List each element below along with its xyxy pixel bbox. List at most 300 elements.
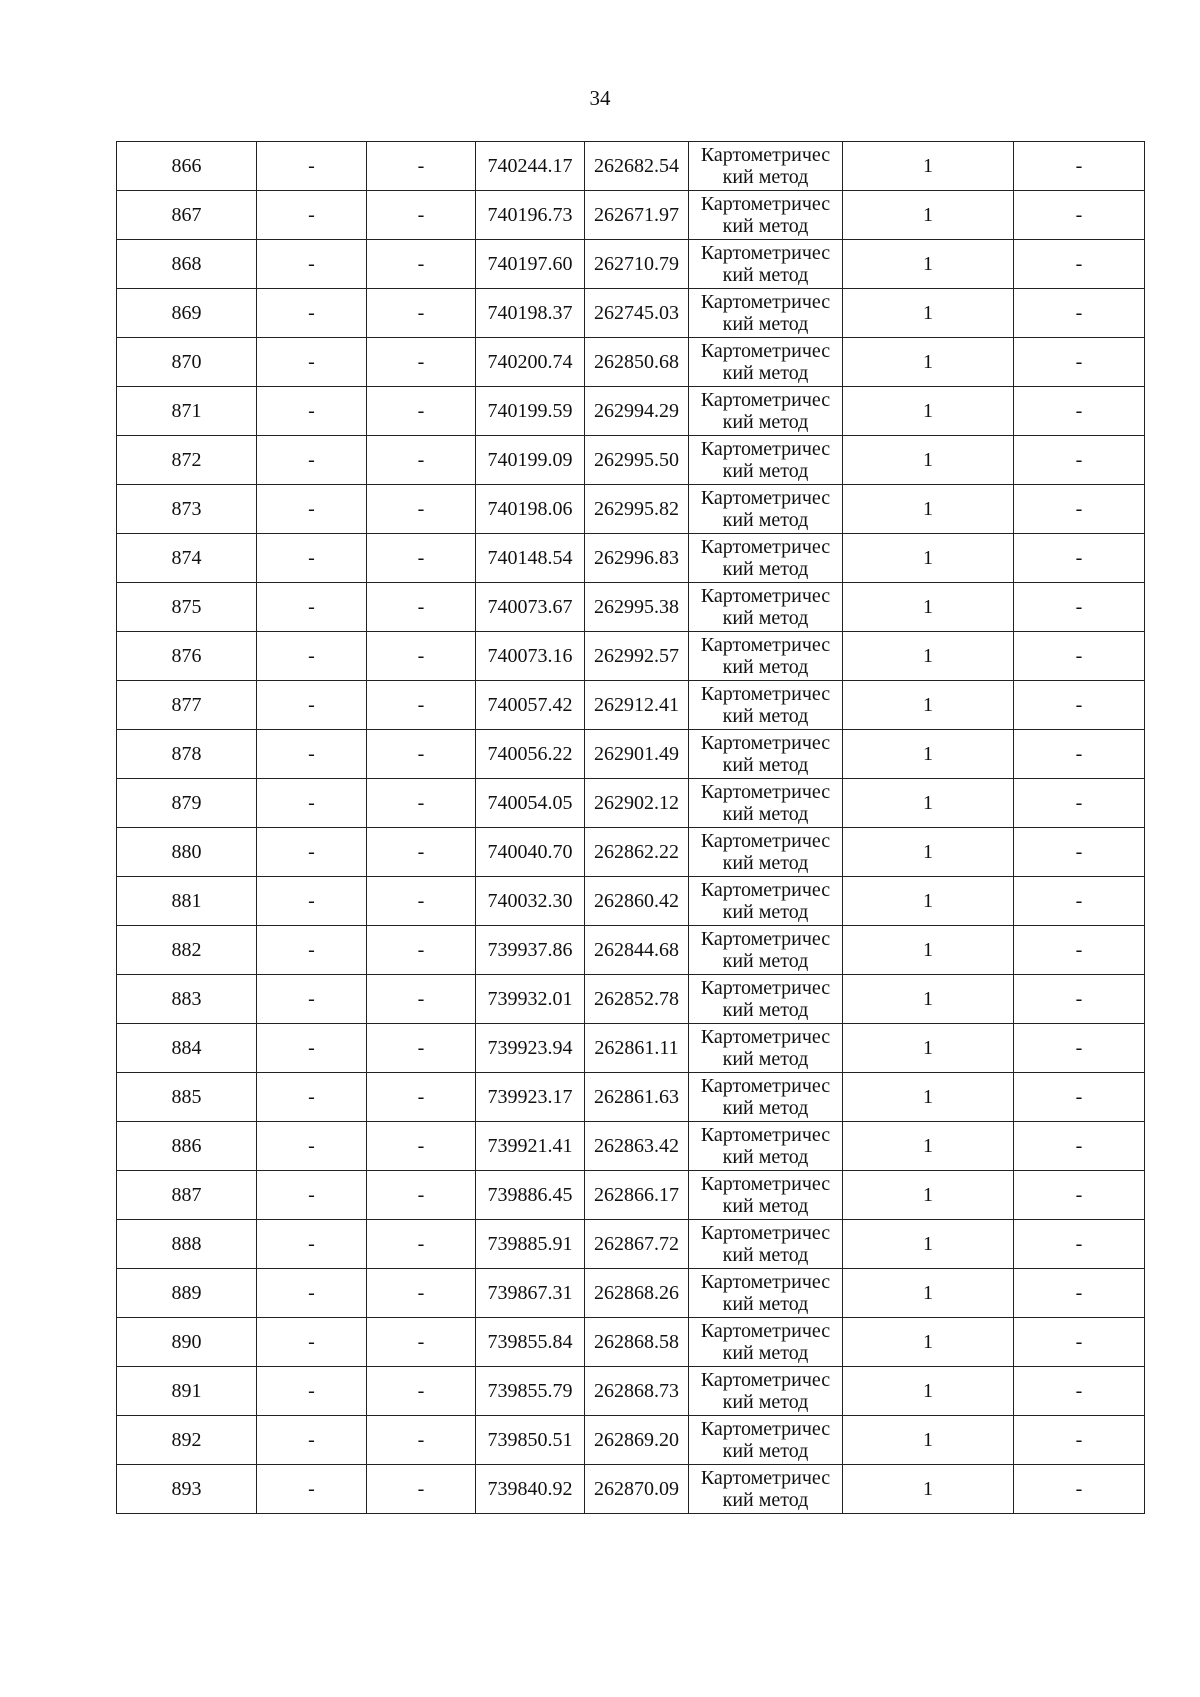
column-3-cell: - [367,877,476,926]
column-2-cell: - [257,1367,367,1416]
column-2-cell: - [257,1024,367,1073]
table-row [117,1073,1145,1122]
table-row [117,828,1145,877]
table-row [117,289,1145,338]
x-coordinate-cell: 739923.17 [476,1073,585,1122]
table-row [117,975,1145,1024]
column-3-cell: - [367,632,476,681]
y-coordinate-cell: 262902.12 [585,779,689,828]
x-coordinate-cell: 739886.45 [476,1171,585,1220]
accuracy-cell: 1 [843,1318,1014,1367]
column-8-cell: - [1014,191,1145,240]
y-coordinate-cell: 262844.68 [585,926,689,975]
accuracy-cell: 1 [843,828,1014,877]
method-line-1: Картометричес [700,928,831,950]
method-line-2: кий метод [722,411,809,433]
y-coordinate-cell: 262994.29 [585,387,689,436]
y-coordinate-cell: 262682.54 [585,142,689,191]
y-coordinate-cell: 262868.26 [585,1269,689,1318]
x-coordinate-cell: 740056.22 [476,730,585,779]
method-line-2: кий метод [722,705,809,727]
accuracy-cell: 1 [843,681,1014,730]
column-8-cell: - [1014,1122,1145,1171]
method-line-2: кий метод [722,950,809,972]
point-number-cell: 867 [117,191,257,240]
column-2-cell: - [257,191,367,240]
column-8-cell: - [1014,1073,1145,1122]
method-line-1: Картометричес [700,1467,831,1489]
method-line-2: кий метод [722,803,809,825]
accuracy-cell: 1 [843,191,1014,240]
column-3-cell: - [367,240,476,289]
column-2-cell: - [257,1073,367,1122]
method-line-1: Картометричес [700,242,831,264]
column-3-cell: - [367,1220,476,1269]
x-coordinate-cell: 740054.05 [476,779,585,828]
x-coordinate-cell: 739921.41 [476,1122,585,1171]
column-2-cell: - [257,485,367,534]
table-row [117,1024,1145,1073]
method-line-2: кий метод [722,754,809,776]
method-line-2: кий метод [722,166,809,188]
method-cell [689,583,843,632]
column-3-cell: - [367,1171,476,1220]
accuracy-cell: 1 [843,975,1014,1024]
accuracy-cell: 1 [843,1122,1014,1171]
method-line-2: кий метод [722,509,809,531]
y-coordinate-cell: 262852.78 [585,975,689,1024]
method-line-2: кий метод [722,1048,809,1070]
method-line-1: Картометричес [700,1320,831,1342]
method-cell [689,926,843,975]
method-line-2: кий метод [722,999,809,1021]
method-line-2: кий метод [722,1146,809,1168]
method-cell [689,387,843,436]
x-coordinate-cell: 739885.91 [476,1220,585,1269]
column-2-cell: - [257,583,367,632]
method-cell [689,828,843,877]
column-2-cell: - [257,387,367,436]
column-3-cell: - [367,730,476,779]
point-number-cell: 886 [117,1122,257,1171]
table-row [117,387,1145,436]
point-number-cell: 887 [117,1171,257,1220]
page-number: 34 [589,86,611,110]
column-8-cell: - [1014,877,1145,926]
column-8-cell: - [1014,1416,1145,1465]
method-line-1: Картометричес [700,683,831,705]
table-row [117,338,1145,387]
point-number-cell: 890 [117,1318,257,1367]
x-coordinate-cell: 740199.59 [476,387,585,436]
x-coordinate-cell: 740073.67 [476,583,585,632]
column-3-cell: - [367,338,476,387]
point-number-cell: 873 [117,485,257,534]
method-line-2: кий метод [722,852,809,874]
method-line-2: кий метод [722,264,809,286]
column-3-cell: - [367,191,476,240]
y-coordinate-cell: 262862.22 [585,828,689,877]
method-cell [689,1073,843,1122]
column-3-cell: - [367,1465,476,1514]
method-cell [689,730,843,779]
column-8-cell: - [1014,338,1145,387]
column-8-cell: - [1014,387,1145,436]
column-8-cell: - [1014,1269,1145,1318]
column-2-cell: - [257,240,367,289]
table-row [117,534,1145,583]
table-row [117,436,1145,485]
y-coordinate-cell: 262868.73 [585,1367,689,1416]
method-line-2: кий метод [722,607,809,629]
method-line-2: кий метод [722,460,809,482]
point-number-cell: 874 [117,534,257,583]
column-3-cell: - [367,828,476,877]
accuracy-cell: 1 [843,730,1014,779]
column-2-cell: - [257,338,367,387]
column-2-cell: - [257,289,367,338]
column-8-cell: - [1014,1024,1145,1073]
method-cell [689,632,843,681]
table-row [117,485,1145,534]
method-line-1: Картометричес [700,1075,831,1097]
column-2-cell: - [257,681,367,730]
method-cell [689,1269,843,1318]
accuracy-cell: 1 [843,877,1014,926]
accuracy-cell: 1 [843,1416,1014,1465]
column-3-cell: - [367,142,476,191]
x-coordinate-cell: 740032.30 [476,877,585,926]
y-coordinate-cell: 262869.20 [585,1416,689,1465]
method-line-2: кий метод [722,901,809,923]
method-cell [689,975,843,1024]
method-line-1: Картометричес [700,781,831,803]
table-row [117,1269,1145,1318]
method-cell [689,534,843,583]
point-number-cell: 869 [117,289,257,338]
point-number-cell: 892 [117,1416,257,1465]
point-number-cell: 881 [117,877,257,926]
point-number-cell: 885 [117,1073,257,1122]
method-cell [689,240,843,289]
x-coordinate-cell: 740198.06 [476,485,585,534]
column-8-cell: - [1014,240,1145,289]
method-cell [689,681,843,730]
accuracy-cell: 1 [843,485,1014,534]
column-8-cell: - [1014,1171,1145,1220]
table-row [117,1318,1145,1367]
point-number-cell: 879 [117,779,257,828]
accuracy-cell: 1 [843,1024,1014,1073]
column-2-cell: - [257,926,367,975]
y-coordinate-cell: 262996.83 [585,534,689,583]
point-number-cell: 866 [117,142,257,191]
column-8-cell: - [1014,975,1145,1024]
accuracy-cell: 1 [843,1367,1014,1416]
column-3-cell: - [367,1122,476,1171]
point-number-cell: 888 [117,1220,257,1269]
column-8-cell: - [1014,1220,1145,1269]
column-8-cell: - [1014,632,1145,681]
accuracy-cell: 1 [843,583,1014,632]
method-line-1: Картометричес [700,1369,831,1391]
accuracy-cell: 1 [843,632,1014,681]
y-coordinate-cell: 262861.63 [585,1073,689,1122]
table-row [117,681,1145,730]
table-row [117,1220,1145,1269]
accuracy-cell: 1 [843,1073,1014,1122]
table-row [117,583,1145,632]
column-3-cell: - [367,1024,476,1073]
method-line-2: кий метод [722,362,809,384]
column-3-cell: - [367,779,476,828]
method-line-1: Картометричес [700,1271,831,1293]
point-number-cell: 891 [117,1367,257,1416]
method-cell [689,1024,843,1073]
column-3-cell: - [367,436,476,485]
method-line-2: кий метод [722,558,809,580]
point-number-cell: 872 [117,436,257,485]
column-3-cell: - [367,534,476,583]
method-line-2: кий метод [722,215,809,237]
accuracy-cell: 1 [843,1171,1014,1220]
y-coordinate-cell: 262992.57 [585,632,689,681]
table-row [117,779,1145,828]
point-number-cell: 884 [117,1024,257,1073]
y-coordinate-cell: 262863.42 [585,1122,689,1171]
x-coordinate-cell: 740197.60 [476,240,585,289]
x-coordinate-cell: 740200.74 [476,338,585,387]
column-3-cell: - [367,583,476,632]
point-number-cell: 882 [117,926,257,975]
method-line-1: Картометричес [700,193,831,215]
y-coordinate-cell: 262860.42 [585,877,689,926]
column-8-cell: - [1014,1465,1145,1514]
column-2-cell: - [257,1220,367,1269]
method-line-1: Картометричес [700,879,831,901]
method-line-2: кий метод [722,1342,809,1364]
column-2-cell: - [257,730,367,779]
method-line-1: Картометричес [700,1026,831,1048]
accuracy-cell: 1 [843,1465,1014,1514]
method-line-2: кий метод [722,656,809,678]
method-line-1: Картометричес [700,830,831,852]
method-cell [689,1171,843,1220]
method-cell [689,1122,843,1171]
method-line-2: кий метод [722,1440,809,1462]
x-coordinate-cell: 740199.09 [476,436,585,485]
table-row [117,730,1145,779]
method-line-2: кий метод [722,1391,809,1413]
column-8-cell: - [1014,485,1145,534]
x-coordinate-cell: 740244.17 [476,142,585,191]
method-line-1: Картометричес [700,1124,831,1146]
x-coordinate-cell: 740148.54 [476,534,585,583]
accuracy-cell: 1 [843,387,1014,436]
column-2-cell: - [257,779,367,828]
table-row [117,877,1145,926]
accuracy-cell: 1 [843,436,1014,485]
y-coordinate-cell: 262710.79 [585,240,689,289]
column-8-cell: - [1014,779,1145,828]
method-line-1: Картометричес [700,389,831,411]
table-row [117,1122,1145,1171]
accuracy-cell: 1 [843,142,1014,191]
column-2-cell: - [257,632,367,681]
method-cell [689,779,843,828]
accuracy-cell: 1 [843,926,1014,975]
table-row [117,240,1145,289]
column-8-cell: - [1014,534,1145,583]
method-line-1: Картометричес [700,291,831,313]
accuracy-cell: 1 [843,338,1014,387]
column-8-cell: - [1014,1367,1145,1416]
method-line-1: Картометричес [700,487,831,509]
column-2-cell: - [257,1122,367,1171]
method-cell [689,338,843,387]
method-cell [689,142,843,191]
column-8-cell: - [1014,289,1145,338]
x-coordinate-cell: 739855.84 [476,1318,585,1367]
table-row [117,1416,1145,1465]
method-cell [689,485,843,534]
method-cell [689,1318,843,1367]
method-line-1: Картометричес [700,144,831,166]
method-line-2: кий метод [722,1293,809,1315]
y-coordinate-cell: 262870.09 [585,1465,689,1514]
column-2-cell: - [257,828,367,877]
column-3-cell: - [367,681,476,730]
point-number-cell: 870 [117,338,257,387]
method-line-1: Картометричес [700,1173,831,1195]
column-3-cell: - [367,485,476,534]
method-line-1: Картометричес [700,1222,831,1244]
column-3-cell: - [367,1318,476,1367]
accuracy-cell: 1 [843,534,1014,583]
method-cell [689,436,843,485]
point-number-cell: 875 [117,583,257,632]
method-line-1: Картометричес [700,1418,831,1440]
table-row [117,1367,1145,1416]
method-cell [689,289,843,338]
method-line-2: кий метод [722,1097,809,1119]
y-coordinate-cell: 262671.97 [585,191,689,240]
column-8-cell: - [1014,828,1145,877]
x-coordinate-cell: 739840.92 [476,1465,585,1514]
accuracy-cell: 1 [843,289,1014,338]
column-3-cell: - [367,289,476,338]
table-row [117,142,1145,191]
method-cell [689,877,843,926]
y-coordinate-cell: 262912.41 [585,681,689,730]
y-coordinate-cell: 262995.82 [585,485,689,534]
x-coordinate-cell: 739867.31 [476,1269,585,1318]
table-row [117,191,1145,240]
column-2-cell: - [257,436,367,485]
column-2-cell: - [257,534,367,583]
method-line-2: кий метод [722,313,809,335]
y-coordinate-cell: 262995.50 [585,436,689,485]
x-coordinate-cell: 740040.70 [476,828,585,877]
column-2-cell: - [257,1269,367,1318]
accuracy-cell: 1 [843,1269,1014,1318]
column-2-cell: - [257,1465,367,1514]
table-row [117,1465,1145,1514]
x-coordinate-cell: 740196.73 [476,191,585,240]
table-row [117,926,1145,975]
column-3-cell: - [367,975,476,1024]
method-line-1: Картометричес [700,585,831,607]
accuracy-cell: 1 [843,240,1014,289]
method-line-1: Картометричес [700,438,831,460]
column-3-cell: - [367,1073,476,1122]
point-number-cell: 878 [117,730,257,779]
table-row [117,1171,1145,1220]
x-coordinate-cell: 740198.37 [476,289,585,338]
y-coordinate-cell: 262745.03 [585,289,689,338]
method-cell [689,1220,843,1269]
y-coordinate-cell: 262868.58 [585,1318,689,1367]
column-8-cell: - [1014,1318,1145,1367]
point-number-cell: 889 [117,1269,257,1318]
method-cell [689,191,843,240]
point-number-cell: 880 [117,828,257,877]
x-coordinate-cell: 739923.94 [476,1024,585,1073]
column-3-cell: - [367,1269,476,1318]
method-line-2: кий метод [722,1244,809,1266]
method-line-1: Картометричес [700,536,831,558]
column-8-cell: - [1014,681,1145,730]
point-number-cell: 868 [117,240,257,289]
point-number-cell: 883 [117,975,257,1024]
x-coordinate-cell: 740057.42 [476,681,585,730]
y-coordinate-cell: 262866.17 [585,1171,689,1220]
point-number-cell: 876 [117,632,257,681]
column-8-cell: - [1014,436,1145,485]
column-3-cell: - [367,1416,476,1465]
method-line-2: кий метод [722,1195,809,1217]
x-coordinate-cell: 740073.16 [476,632,585,681]
column-2-cell: - [257,877,367,926]
x-coordinate-cell: 739850.51 [476,1416,585,1465]
column-2-cell: - [257,1318,367,1367]
accuracy-cell: 1 [843,779,1014,828]
method-cell [689,1367,843,1416]
coordinates-table [116,141,1145,1514]
column-8-cell: - [1014,730,1145,779]
accuracy-cell: 1 [843,1220,1014,1269]
column-8-cell: - [1014,142,1145,191]
method-cell [689,1416,843,1465]
x-coordinate-cell: 739937.86 [476,926,585,975]
column-2-cell: - [257,1416,367,1465]
y-coordinate-cell: 262995.38 [585,583,689,632]
method-line-1: Картометричес [700,340,831,362]
column-2-cell: - [257,1171,367,1220]
method-line-1: Картометричес [700,634,831,656]
point-number-cell: 877 [117,681,257,730]
column-3-cell: - [367,387,476,436]
y-coordinate-cell: 262861.11 [585,1024,689,1073]
method-line-1: Картометричес [700,732,831,754]
column-3-cell: - [367,926,476,975]
y-coordinate-cell: 262867.72 [585,1220,689,1269]
column-8-cell: - [1014,583,1145,632]
method-line-1: Картометричес [700,977,831,999]
x-coordinate-cell: 739932.01 [476,975,585,1024]
column-2-cell: - [257,142,367,191]
table-body [117,142,1145,1514]
